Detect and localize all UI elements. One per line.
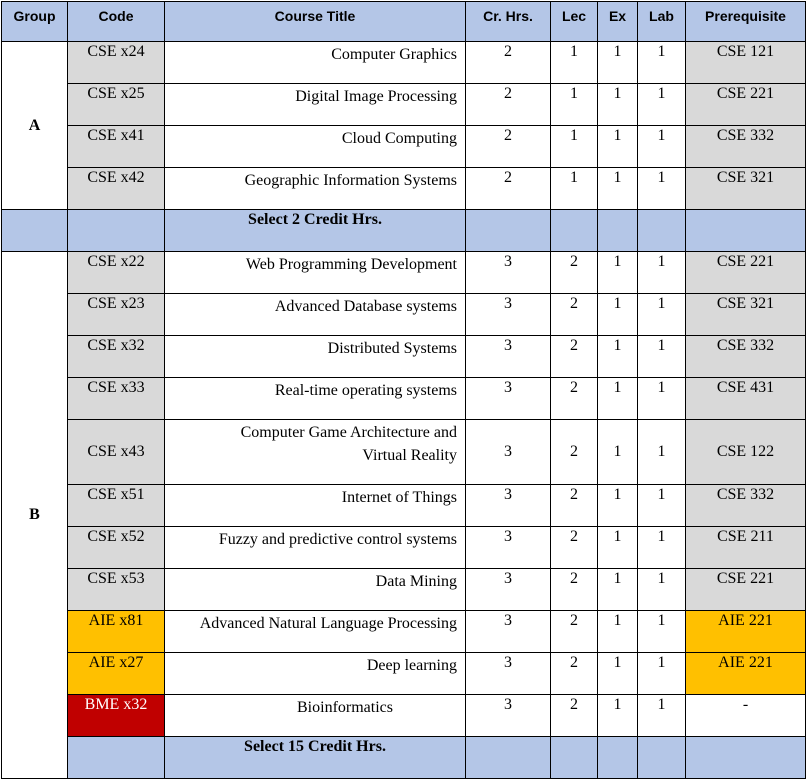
- course-code: CSE x51: [68, 485, 165, 527]
- course-code: CSE x25: [68, 84, 165, 126]
- lab-hours: 1: [638, 527, 686, 569]
- prerequisite: CSE 211: [686, 527, 806, 569]
- prerequisite: CSE 332: [686, 336, 806, 378]
- lec-hours: 2: [551, 527, 598, 569]
- lec-hours: 1: [551, 42, 598, 84]
- table-row: [2, 84, 806, 126]
- credit-hours: 3: [466, 336, 551, 378]
- lec-hours: 2: [551, 294, 598, 336]
- lec-hours: 1: [551, 126, 598, 168]
- prerequisite: CSE 221: [686, 569, 806, 611]
- course-code: CSE x23: [68, 294, 165, 336]
- lec-hours: 1: [551, 84, 598, 126]
- lec-hours: 2: [551, 252, 598, 294]
- select-row-cell: [686, 210, 806, 252]
- lec-hours: 2: [551, 569, 598, 611]
- lab-hours: 1: [638, 378, 686, 420]
- select-row-cell: [638, 737, 686, 779]
- ex-hours: 1: [598, 485, 638, 527]
- ex-hours: 1: [598, 168, 638, 210]
- course-title: Geographic Information Systems: [165, 168, 466, 210]
- lab-hours: 1: [638, 695, 686, 737]
- lec-hours: 1: [551, 168, 598, 210]
- course-title: Advanced Database systems: [165, 294, 466, 336]
- course-code: AIE x27: [68, 653, 165, 695]
- prerequisite: AIE 221: [686, 611, 806, 653]
- credit-hours: 2: [466, 168, 551, 210]
- select-row-cell: [68, 210, 165, 252]
- course-code: CSE x22: [68, 252, 165, 294]
- select-row-cell: [686, 737, 806, 779]
- lec-hours: 2: [551, 485, 598, 527]
- credit-hours: 2: [466, 42, 551, 84]
- course-title: Data Mining: [165, 569, 466, 611]
- credit-hours: 2: [466, 126, 551, 168]
- prerequisite: -: [686, 695, 806, 737]
- ex-hours: 1: [598, 653, 638, 695]
- ex-hours: 1: [598, 84, 638, 126]
- prerequisite: CSE 221: [686, 252, 806, 294]
- lec-hours: 2: [551, 336, 598, 378]
- lec-hours: 2: [551, 611, 598, 653]
- lab-hours: 1: [638, 42, 686, 84]
- lab-hours: 1: [638, 485, 686, 527]
- ex-hours: 1: [598, 569, 638, 611]
- ex-hours: 1: [598, 611, 638, 653]
- header-lab: Lab: [638, 2, 686, 42]
- lec-hours: 2: [551, 378, 598, 420]
- select-row-cell: [551, 210, 598, 252]
- header-code: Code: [68, 2, 165, 42]
- select-row-b: [2, 737, 806, 779]
- course-title: Fuzzy and predictive control systems: [165, 527, 466, 569]
- course-code: CSE x43: [68, 420, 165, 485]
- lec-hours: 2: [551, 695, 598, 737]
- ex-hours: 1: [598, 294, 638, 336]
- prerequisite: CSE 121: [686, 42, 806, 84]
- course-title: Web Programming Development: [165, 252, 466, 294]
- lab-hours: 1: [638, 653, 686, 695]
- course-code: AIE x81: [68, 611, 165, 653]
- ex-hours: 1: [598, 527, 638, 569]
- lab-hours: 1: [638, 611, 686, 653]
- course-table: [1, 1, 806, 779]
- table-row: [2, 695, 806, 737]
- select-row-cell: [68, 737, 165, 779]
- course-title: Deep learning: [165, 653, 466, 695]
- course-title: Real-time operating systems: [165, 378, 466, 420]
- lab-hours: 1: [638, 420, 686, 485]
- header-credit-hours: Cr. Hrs.: [466, 2, 551, 42]
- prerequisite: CSE 122: [686, 420, 806, 485]
- course-title: Advanced Natural Language Processing: [165, 611, 466, 653]
- select-row-cell: [2, 210, 68, 252]
- table-row: [2, 485, 806, 527]
- table-row: [2, 126, 806, 168]
- prerequisite: CSE 221: [686, 84, 806, 126]
- ex-hours: 1: [598, 252, 638, 294]
- course-title-line: Computer Game Architecture and: [240, 424, 457, 441]
- lab-hours: 1: [638, 168, 686, 210]
- header-course-title: Course Title: [165, 2, 466, 42]
- lab-hours: 1: [638, 84, 686, 126]
- group-a-label: A: [2, 42, 68, 210]
- ex-hours: 1: [598, 126, 638, 168]
- credit-hours: 3: [466, 485, 551, 527]
- select-row-cell: [466, 737, 551, 779]
- select-row-cell: [598, 210, 638, 252]
- course-code: CSE x24: [68, 42, 165, 84]
- credit-hours: 3: [466, 294, 551, 336]
- select-credit-hours-a: Select 2 Credit Hrs.: [165, 210, 466, 252]
- credit-hours: 3: [466, 569, 551, 611]
- prerequisite: CSE 431: [686, 378, 806, 420]
- credit-hours: 3: [466, 420, 551, 485]
- course-title: [165, 420, 466, 485]
- lab-hours: 1: [638, 126, 686, 168]
- header-prerequisite: Prerequisite: [686, 2, 806, 42]
- ex-hours: 1: [598, 42, 638, 84]
- group-b-label: B: [2, 252, 68, 779]
- course-code: CSE x52: [68, 527, 165, 569]
- select-row-cell: [466, 210, 551, 252]
- table-row: [2, 168, 806, 210]
- prerequisite: CSE 321: [686, 294, 806, 336]
- course-title: Distributed Systems: [165, 336, 466, 378]
- credit-hours: 2: [466, 84, 551, 126]
- prerequisite: CSE 332: [686, 126, 806, 168]
- course-title-line: Virtual Reality: [362, 447, 457, 464]
- ex-hours: 1: [598, 336, 638, 378]
- table-row: [2, 252, 806, 294]
- lec-hours: 2: [551, 653, 598, 695]
- select-row-cell: [551, 737, 598, 779]
- header-row: [2, 2, 806, 42]
- table-row: [2, 336, 806, 378]
- lab-hours: 1: [638, 294, 686, 336]
- course-title: Bioinformatics: [165, 695, 466, 737]
- course-title: Cloud Computing: [165, 126, 466, 168]
- course-title: Digital Image Processing: [165, 84, 466, 126]
- course-code: CSE x42: [68, 168, 165, 210]
- course-code: CSE x33: [68, 378, 165, 420]
- table-row: [2, 378, 806, 420]
- lab-hours: 1: [638, 336, 686, 378]
- prerequisite: CSE 321: [686, 168, 806, 210]
- select-row-cell: [598, 737, 638, 779]
- header-lec: Lec: [551, 2, 598, 42]
- select-credit-hours-b: Select 15 Credit Hrs.: [165, 737, 466, 779]
- credit-hours: 3: [466, 695, 551, 737]
- course-code: CSE x53: [68, 569, 165, 611]
- select-row-cell: [638, 210, 686, 252]
- prerequisite: AIE 221: [686, 653, 806, 695]
- select-row-a: [2, 210, 806, 252]
- credit-hours: 3: [466, 527, 551, 569]
- prerequisite: CSE 332: [686, 485, 806, 527]
- course-code: CSE x41: [68, 126, 165, 168]
- table-row: [2, 420, 806, 485]
- credit-hours: 3: [466, 378, 551, 420]
- table-row: [2, 527, 806, 569]
- credit-hours: 3: [466, 611, 551, 653]
- table-row: [2, 42, 806, 84]
- course-code: BME x32: [68, 695, 165, 737]
- ex-hours: 1: [598, 378, 638, 420]
- course-title: Internet of Things: [165, 485, 466, 527]
- lab-hours: 1: [638, 252, 686, 294]
- ex-hours: 1: [598, 420, 638, 485]
- table-row: [2, 294, 806, 336]
- header-group: Group: [2, 2, 68, 42]
- table-row: [2, 569, 806, 611]
- table-row: [2, 611, 806, 653]
- course-code: CSE x32: [68, 336, 165, 378]
- table-row: [2, 653, 806, 695]
- ex-hours: 1: [598, 695, 638, 737]
- header-ex: Ex: [598, 2, 638, 42]
- lec-hours: 2: [551, 420, 598, 485]
- course-title: Computer Graphics: [165, 42, 466, 84]
- credit-hours: 3: [466, 252, 551, 294]
- lab-hours: 1: [638, 569, 686, 611]
- credit-hours: 3: [466, 653, 551, 695]
